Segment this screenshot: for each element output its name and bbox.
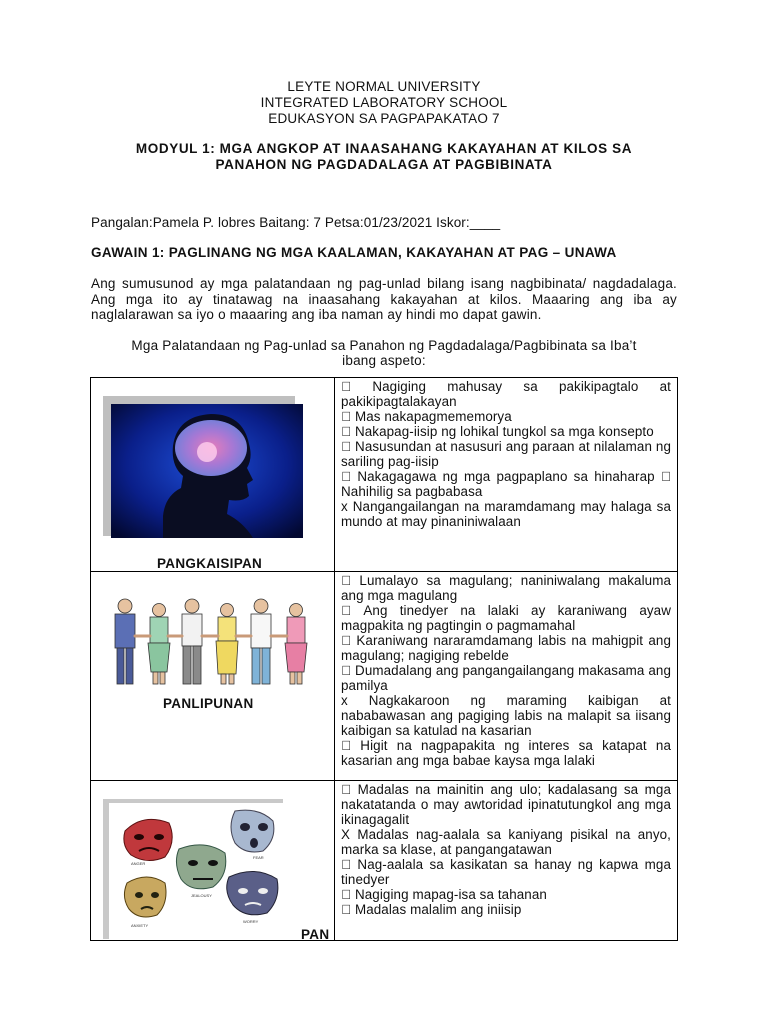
people-holding-hands-image — [99, 586, 321, 690]
subject-name: EDUKASYON SA PAGPAPAKATAO 7 — [268, 111, 500, 126]
list-item: Ang tinedyer na lalaki ay karaniwang ayaw magpakita ng pagtingin o pagmamahal — [341, 603, 671, 633]
table-row — [91, 378, 678, 572]
intro-paragraph: Ang sumusunod ay mga palatandaan ng pag-unlad bilang isang nagbibinata/ nagdadalaga. Ang mga ito ay tinatawag na inaasahang kakayahan at kilos. Maaaring ang iba ay naglalarawan sa iyo o maaaring ang iba naman ay hindi mo dapat gawin. — [91, 276, 677, 322]
table-caption-line2: ibang aspeto: — [342, 353, 426, 368]
list-item: Mas nakapagmememorya — [341, 409, 498, 424]
image-cell — [91, 781, 335, 941]
list-item: Nagiging mahusay sa pakikipagtalo at pakikipagtalakayan — [341, 379, 671, 409]
list-item: Dumadalang ang pangangailangang makasama ang pamilya — [341, 663, 671, 693]
table-caption-line1: Mga Palatandaan ng Pag-unlad sa Panahon ng Pagdadalaga/Pagbibinata sa Iba’t — [131, 338, 637, 353]
university-name: LEYTE NORMAL UNIVERSITY — [287, 79, 481, 94]
list-item: Nag-aalala sa kasikatan sa hanay ng kapwa mga tinedyer — [341, 857, 671, 887]
emotion-masks-image — [103, 799, 293, 939]
list-item: Madalas malalim ang iniisip — [341, 902, 508, 917]
list-item: Lumalayo sa magulang; naniniwalang makaluma ang mga magulang — [341, 573, 671, 603]
school-name: INTEGRATED LABORATORY SCHOOL — [260, 95, 508, 110]
brain-head-image — [103, 396, 303, 546]
items-cell — [335, 572, 678, 781]
student-info: Pangalan:Pamela P. lobres Baitang: 7 Petsa:01/23/2021 Iskor:____ — [91, 215, 501, 230]
list-item: Nagiging mapag-isa sa tahanan — [341, 887, 533, 902]
list-item: X Madalas nag-aalala sa kaniyang pisikal na anyo, marka sa klase, at pangangatawan — [341, 827, 671, 857]
mask-label: WORRY — [243, 919, 259, 924]
list-item: Higit na nagpapakita ng interes sa katapat na kasarian ang mga babae kaysa mga lalaki — [341, 738, 671, 768]
row-label: PANLIPUNAN — [163, 696, 254, 711]
module-title-line2: PANAHON NG PAGDADALAGA AT PAGBIBINATA — [215, 157, 553, 172]
table-row — [91, 572, 678, 781]
list-item: x Nagkakaroon ng maraming kaibigan at nababawasan ang pagiging labis na malapit sa iisang kaibigan sa katulad na kasarian — [341, 693, 671, 738]
table-row — [91, 781, 678, 941]
list-item: Nakapag-iisip ng lohikal tungkol sa mga konsepto — [341, 424, 640, 439]
development-table — [90, 377, 678, 941]
list-item: Nasusundan at nasusuri ang paraan at nilalaman ng sariling pag-iisip — [341, 439, 671, 469]
list-item: Madalas na mainitin ang ulo; kadalasang sa mga nakatatanda o may awtoridad ipinatutungkol ang mga ikinagagalit — [341, 782, 671, 827]
mask-label: FEAR — [253, 855, 264, 860]
mask-label: JEALOUSY — [191, 893, 212, 898]
activity-title: GAWAIN 1: PAGLINANG NG MGA KAALAMAN, KAKAYAHAN AT PAG – UNAWA — [91, 245, 617, 260]
list-item: Karaniwang nararamdamang labis na mahigpit ang magulang; nagiging rebelde — [341, 633, 671, 663]
items-cell — [335, 378, 678, 572]
list-item: Nakagagawa ng mga pagpaplano sa hinaharap Nahihilig sa pagbabasa — [341, 469, 671, 499]
mask-label: ANXIETY — [131, 923, 149, 928]
image-cell — [91, 572, 335, 781]
image-cell — [91, 378, 335, 572]
module-title-line1: MODYUL 1: MGA ANGKOP AT INAASAHANG KAKAYAHAN AT KILOS SA — [135, 141, 633, 156]
list-item: x Nangangailangan na maramdamang may halaga sa mundo at may pinaniniwalaan — [341, 499, 671, 529]
mask-label: ANGER — [131, 861, 146, 866]
row-label: PAN — [301, 927, 330, 942]
row-label: PANGKAISIPAN — [157, 556, 263, 571]
items-cell — [335, 781, 678, 941]
